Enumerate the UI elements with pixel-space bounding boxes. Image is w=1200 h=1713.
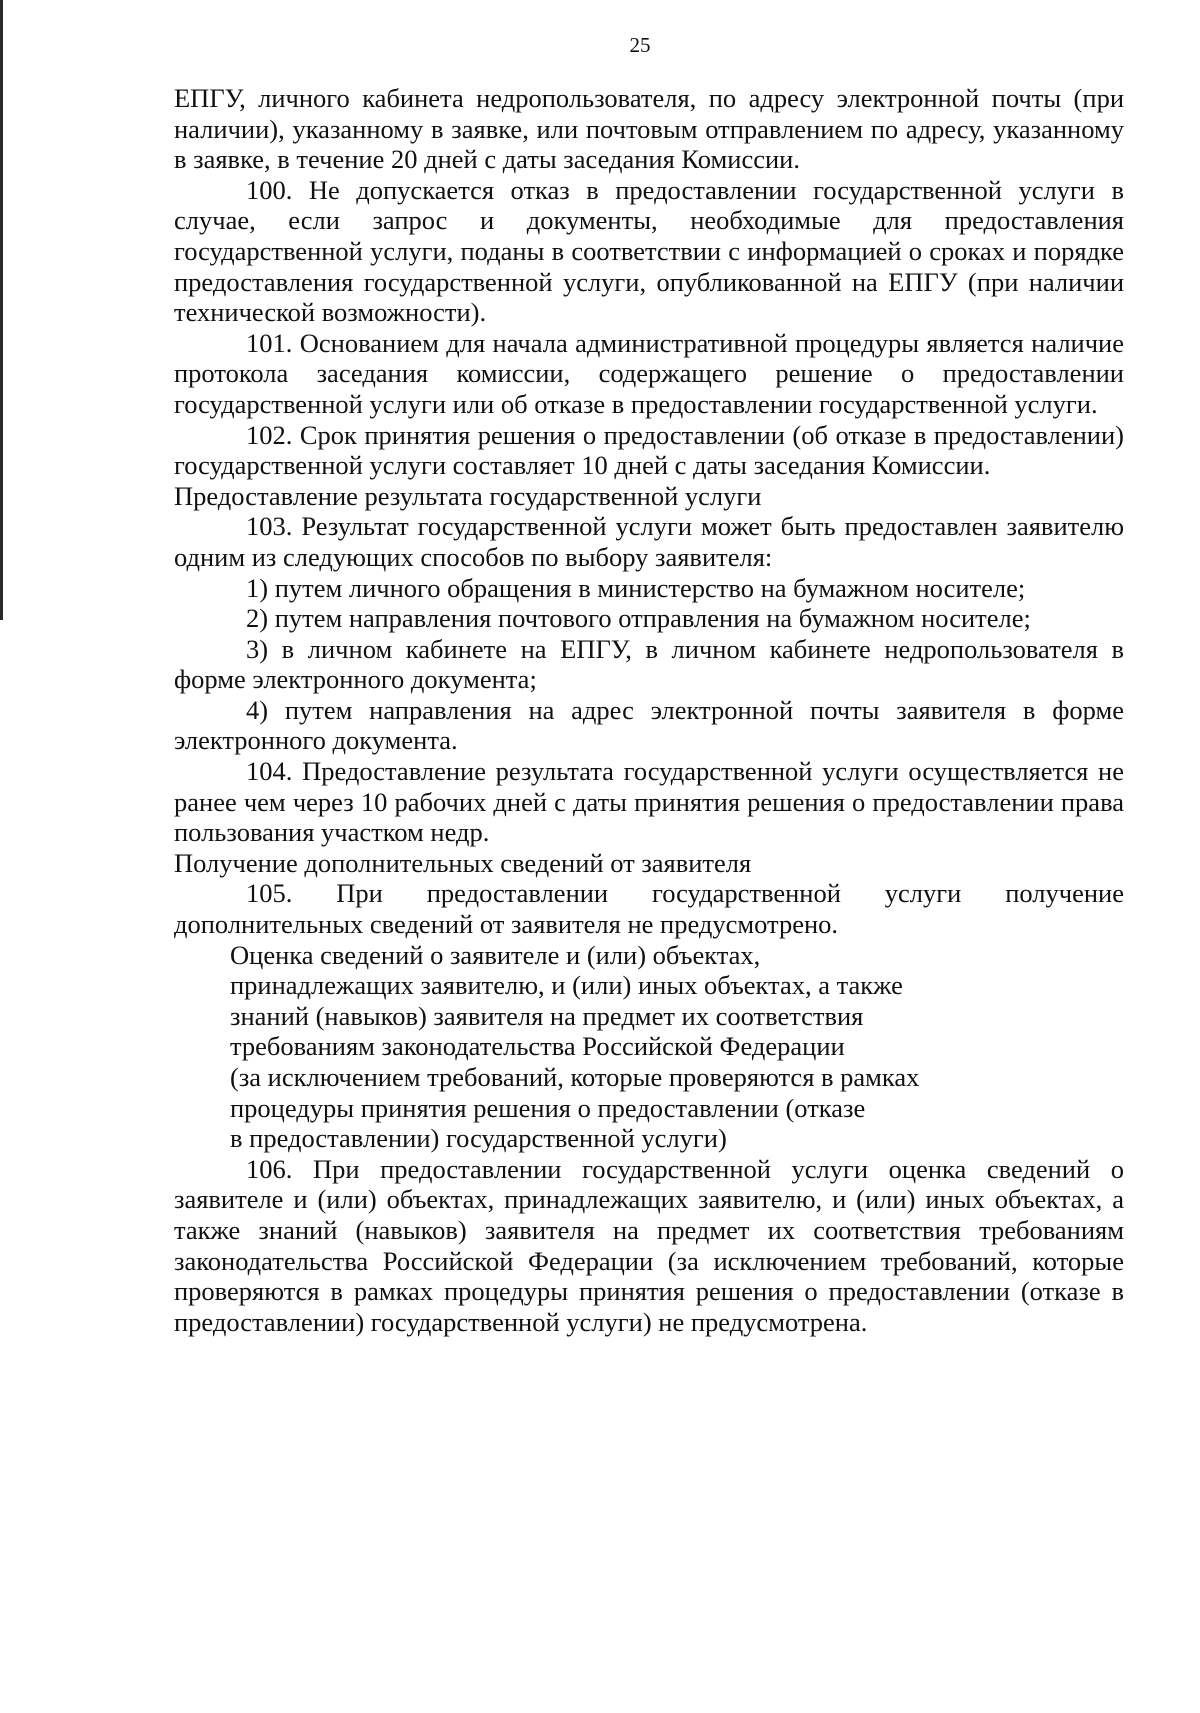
heading-line: (за исключением требований, которые проверяются в рамках [230, 1062, 920, 1092]
heading-line: Оценка сведений о заявителе и (или) объектах, [230, 939, 761, 970]
page-number: 25 [629, 33, 651, 57]
paragraph-105: 105. При предоставлении государственной услуги получение дополнительных сведений от заявителя не предусмотрено. [174, 878, 1124, 940]
list-item-4: 4) путем направления на адрес электронной почты заявителя в форме электронного документа. [174, 694, 1124, 756]
heading-line: принадлежащих заявителю, и (или) иных объектах, а также [230, 970, 903, 1001]
heading-line: знаний (навыков) заявителя на предмет их соответствия [230, 1000, 864, 1031]
paragraph-102: 102. Срок принятия решения о предоставлении (об отказе в предоставлении) государственной услуги составляет 10 дней с даты заседания Комиссии. [174, 419, 1124, 481]
heading-line: требованиям законодательства Российской Федерации [230, 1031, 845, 1062]
paragraph-103: 103. Результат государственной услуги может быть предоставлен заявителю одним из следующих способов по выбору заявителя: [174, 511, 1124, 572]
paragraph-100: 100. Не допускается отказ в предоставлении государственной услуги в случае, если запрос и документы, необходимые для предоставления государственной услуги, поданы в соответствии с информацией о сроках и порядке предоставления государственной услуги, опубликованной на ЕПГУ (при наличии технической возможности). [174, 174, 1124, 328]
paragraph-continuation: ЕПГУ, личного кабинета недропользователя, по адресу электронной почты (при наличии), указанному в заявке, или почтовым отправлением по адресу, указанному в заявке, в течение 20 дней с даты заседания Комиссии. [174, 83, 1124, 175]
section-heading-assessment [174, 940, 1124, 1154]
paragraph-106: 106. При предоставлении государственной услуги оценка сведений о заявителе и (или) объектах, принадлежащих заявителю, и (или) иных объектах, а также знаний (навыков) заявителя на предмет их соответствия требованиям законодательства Российской Федерации (за исключением требований, которые проверяются в рамках процедуры принятия решения о предоставлении (отказе в предоставлении) государственной услуги) не предусмотрена. [174, 1153, 1124, 1337]
scan-edge [0, 0, 3, 620]
paragraph-104: 104. Предоставление результата государственной услуги осуществляется не ранее чем через 10 рабочих дней с даты принятия решения о предоставлении права пользования участком недр. [174, 756, 1124, 848]
paragraph-101: 101. Основанием для начала административной процедуры является наличие протокола заседания комиссии, содержащего решение о предоставлении государственной услуги или об отказе в предоставлении государственной услуги. [174, 327, 1124, 419]
heading-line: процедуры принятия решения о предоставлении (отказе [230, 1092, 866, 1123]
heading-line: в предоставлении) государственной услуги) [230, 1123, 727, 1154]
list-item-3: 3) в личном кабинете на ЕПГУ, в личном кабинете недропользователя в форме электронного документа; [174, 633, 1124, 695]
section-heading-additional-info: Получение дополнительных сведений от заявителя [174, 847, 752, 878]
section-heading-result: Предоставление результата государственной услуги [174, 480, 762, 511]
document-body [174, 83, 1124, 1337]
list-item-2: 2) путем направления почтового отправления на бумажном носителе; [246, 603, 1031, 634]
list-item-1: 1) путем личного обращения в министерство на бумажном носителе; [246, 572, 1026, 603]
